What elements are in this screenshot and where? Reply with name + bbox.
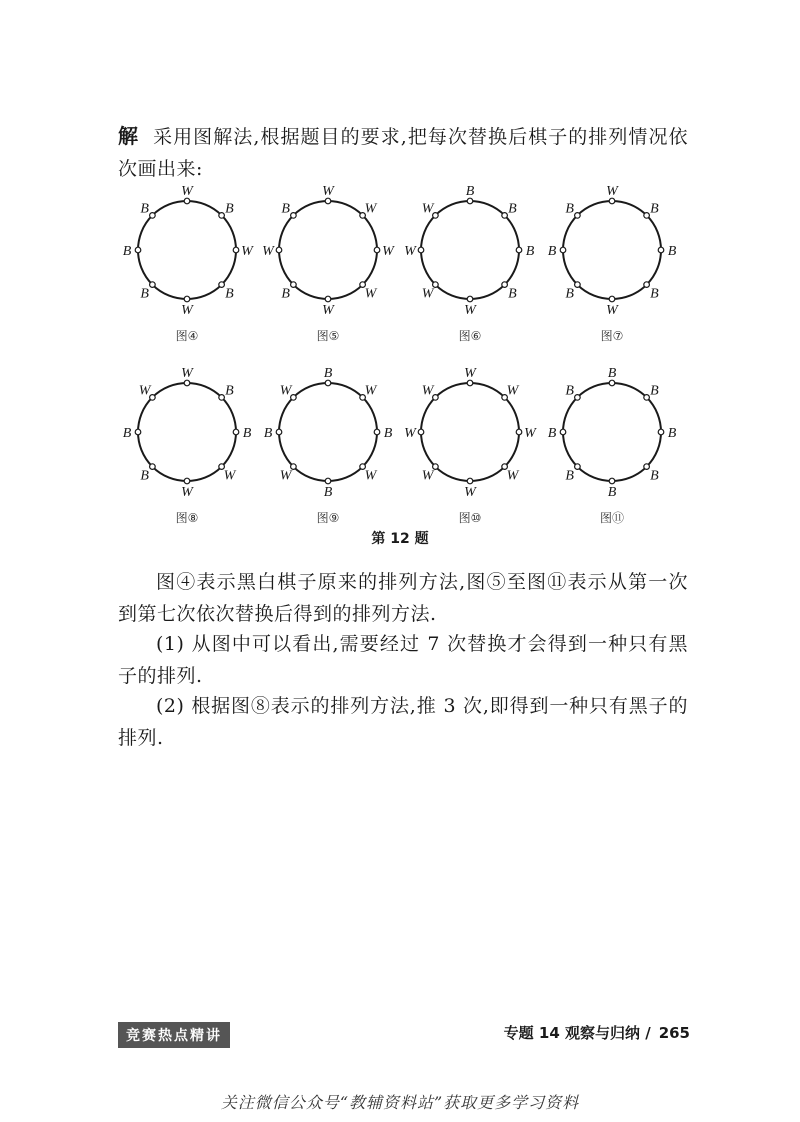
explanation-paragraph: 图④表示黑白棋子原来的排列方法,图⑤至图⑪表示从第一次到第七次依次替换后得到的排列方法. [118, 571, 688, 625]
piece-label-left: B [547, 244, 557, 259]
piece-label-bottom-right: W [223, 468, 236, 484]
piece-label-left: B [263, 426, 273, 441]
piece-marker-bottom-left [433, 282, 439, 288]
piece-marker-bottom [184, 296, 190, 302]
piece-label-right: W [241, 244, 253, 259]
piece-label-left: B [122, 426, 132, 441]
piece-label-bottom-left: W [279, 468, 292, 484]
piece-label-top: W [181, 366, 193, 381]
piece-label-top-right: B [225, 201, 234, 217]
piece-marker-bottom-left [150, 464, 156, 470]
piece-marker-left [560, 247, 566, 253]
piece-label-right: W [382, 244, 394, 259]
piece-label-left: W [404, 426, 416, 441]
piece-label-right: B [242, 426, 252, 441]
circle-diagram [263, 180, 393, 350]
circle-figure [405, 362, 535, 532]
piece-label-bottom-right: B [508, 286, 517, 302]
piece-marker-left [276, 429, 282, 435]
page-number: 265 [658, 1024, 690, 1042]
piece-marker-top-right [644, 213, 650, 219]
circle-diagram [405, 362, 535, 532]
piece-label-top: W [606, 184, 618, 199]
piece-marker-right [374, 247, 380, 253]
piece-marker-top-left [291, 213, 297, 219]
piece-marker-top [184, 380, 190, 386]
piece-marker-top-left [575, 395, 581, 401]
piece-label-left: W [262, 244, 274, 259]
piece-label-right: B [667, 244, 677, 259]
piece-marker-bottom-left [575, 464, 581, 470]
piece-label-top-left: B [140, 201, 149, 217]
piece-label-top-right: B [508, 201, 517, 217]
topic-title: 专题 14 观察与归纳 / [503, 1024, 651, 1042]
piece-marker-right [233, 247, 239, 253]
piece-marker-top-left [433, 395, 439, 401]
circle-figure [547, 180, 677, 350]
piece-marker-bottom-right [219, 282, 225, 288]
figure-caption: 图⑤ [316, 329, 340, 343]
piece-marker-bottom [467, 478, 473, 484]
figure-caption: 图⑨ [316, 511, 340, 525]
piece-label-bottom: W [464, 303, 476, 318]
piece-marker-bottom-right [502, 282, 508, 288]
figure-caption: 图⑪ [599, 511, 625, 525]
circle-diagram [122, 362, 252, 532]
piece-marker-bottom [184, 478, 190, 484]
piece-label-left: B [547, 426, 557, 441]
piece-label-top-right: B [650, 201, 659, 217]
piece-label-top: W [181, 184, 193, 199]
solution-text: 采用图解法,根据题目的要求,把每次替换后棋子的排列情况依次画出来: [118, 126, 688, 180]
piece-marker-bottom-left [291, 282, 297, 288]
piece-label-right: B [383, 426, 393, 441]
piece-label-bottom-left: W [421, 468, 434, 484]
piece-marker-bottom-left [575, 282, 581, 288]
piece-label-bottom-right: B [650, 286, 659, 302]
figure-caption: 图⑩ [458, 511, 482, 525]
piece-label-bottom-right: B [225, 286, 234, 302]
piece-marker-bottom [609, 478, 615, 484]
piece-label-bottom-right: W [506, 468, 519, 484]
piece-marker-bottom-right [644, 282, 650, 288]
piece-label-bottom: B [323, 485, 333, 500]
piece-label-left: W [404, 244, 416, 259]
piece-marker-right [516, 429, 522, 435]
piece-marker-top [184, 198, 190, 204]
circle-diagram [547, 180, 677, 350]
figure-caption: 图⑥ [458, 329, 482, 343]
piece-label-bottom-left: W [421, 286, 434, 302]
piece-marker-top [609, 198, 615, 204]
piece-label-bottom: W [606, 303, 618, 318]
answer-part-2: (2) 根据图⑧表示的排列方法,推 3 次,即得到一种只有黑子的排列. [118, 695, 688, 749]
answer-part-1: (1) 从图中可以看出,需要经过 7 次替换才会得到一种只有黑子的排列. [118, 633, 688, 687]
piece-marker-right [233, 429, 239, 435]
piece-label-bottom-right: B [650, 468, 659, 484]
circle-figure [547, 362, 677, 532]
piece-marker-bottom [467, 296, 473, 302]
piece-label-bottom: W [464, 485, 476, 500]
piece-label-top-left: W [421, 383, 434, 399]
piece-label-right: B [667, 426, 677, 441]
piece-label-bottom-right: W [364, 468, 377, 484]
piece-label-top: W [464, 366, 476, 381]
piece-label-bottom-left: B [565, 286, 574, 302]
circle-figure [263, 362, 393, 532]
figure-caption: 图④ [175, 329, 199, 343]
circle-figure [263, 180, 393, 350]
figure-caption: 图⑦ [600, 329, 624, 343]
piece-label-top-left: B [565, 201, 574, 217]
piece-marker-left [418, 247, 424, 253]
piece-marker-left [135, 429, 141, 435]
piece-marker-top-right [502, 213, 508, 219]
piece-label-top-right: W [506, 383, 519, 399]
piece-label-bottom: B [607, 485, 617, 500]
piece-label-top-right: B [225, 383, 234, 399]
piece-marker-left [560, 429, 566, 435]
piece-marker-bottom-left [291, 464, 297, 470]
piece-marker-bottom [609, 296, 615, 302]
piece-marker-bottom-left [433, 464, 439, 470]
piece-marker-top-left [291, 395, 297, 401]
watermark: 关注微信公众号“教辅资料站”获取更多学习资料 [220, 1093, 580, 1112]
piece-label-top-left: W [421, 201, 434, 217]
piece-marker-top [467, 198, 473, 204]
figure-group-title: 第 12 题 [371, 531, 429, 547]
piece-label-top: B [323, 366, 333, 381]
piece-label-top: W [322, 184, 334, 199]
piece-marker-right [516, 247, 522, 253]
solution-lead: 解 [118, 124, 140, 148]
piece-label-top-left: B [281, 201, 290, 217]
piece-label-left: B [122, 244, 132, 259]
piece-marker-left [135, 247, 141, 253]
piece-marker-right [658, 429, 664, 435]
section-badge: 竞赛热点精讲 [118, 1022, 230, 1048]
piece-label-top-right: B [650, 383, 659, 399]
circle-figure [405, 180, 535, 350]
piece-label-bottom-left: B [140, 468, 149, 484]
circle-diagram [547, 362, 677, 532]
piece-marker-left [418, 429, 424, 435]
piece-marker-bottom [325, 478, 331, 484]
piece-label-bottom-left: B [140, 286, 149, 302]
piece-label-right: W [524, 426, 536, 441]
circle-figure [122, 362, 252, 532]
piece-marker-top-right [644, 395, 650, 401]
piece-marker-top-right [219, 395, 225, 401]
solution-paragraph [118, 120, 688, 185]
piece-label-top-left: W [138, 383, 151, 399]
piece-marker-top-left [575, 213, 581, 219]
piece-label-top: B [607, 366, 617, 381]
circle-diagram [122, 180, 252, 350]
piece-label-bottom: W [322, 303, 334, 318]
piece-marker-top [325, 380, 331, 386]
piece-marker-top [467, 380, 473, 386]
piece-label-bottom: W [181, 485, 193, 500]
piece-label-top-right: W [364, 201, 377, 217]
piece-marker-top-left [150, 395, 156, 401]
piece-label-top-left: W [279, 383, 292, 399]
piece-marker-right [374, 429, 380, 435]
piece-marker-right [658, 247, 664, 253]
circle-diagram [405, 180, 535, 350]
figure-caption: 图⑧ [175, 511, 199, 525]
piece-label-bottom-left: B [565, 468, 574, 484]
piece-label-top: B [465, 184, 475, 199]
piece-label-top-left: B [565, 383, 574, 399]
piece-marker-left [276, 247, 282, 253]
circle-figure [122, 180, 252, 350]
piece-marker-bottom-right [644, 464, 650, 470]
circle-diagram [263, 362, 393, 532]
piece-label-top-right: W [364, 383, 377, 399]
piece-marker-top-right [219, 213, 225, 219]
piece-marker-top-left [150, 213, 156, 219]
piece-marker-bottom-left [150, 282, 156, 288]
piece-label-bottom-right: W [364, 286, 377, 302]
piece-label-bottom-left: B [281, 286, 290, 302]
piece-label-bottom: W [181, 303, 193, 318]
piece-marker-top [609, 380, 615, 386]
piece-marker-top-left [433, 213, 439, 219]
piece-marker-bottom [325, 296, 331, 302]
piece-marker-top [325, 198, 331, 204]
running-footer [496, 1022, 690, 1043]
piece-label-right: B [525, 244, 535, 259]
